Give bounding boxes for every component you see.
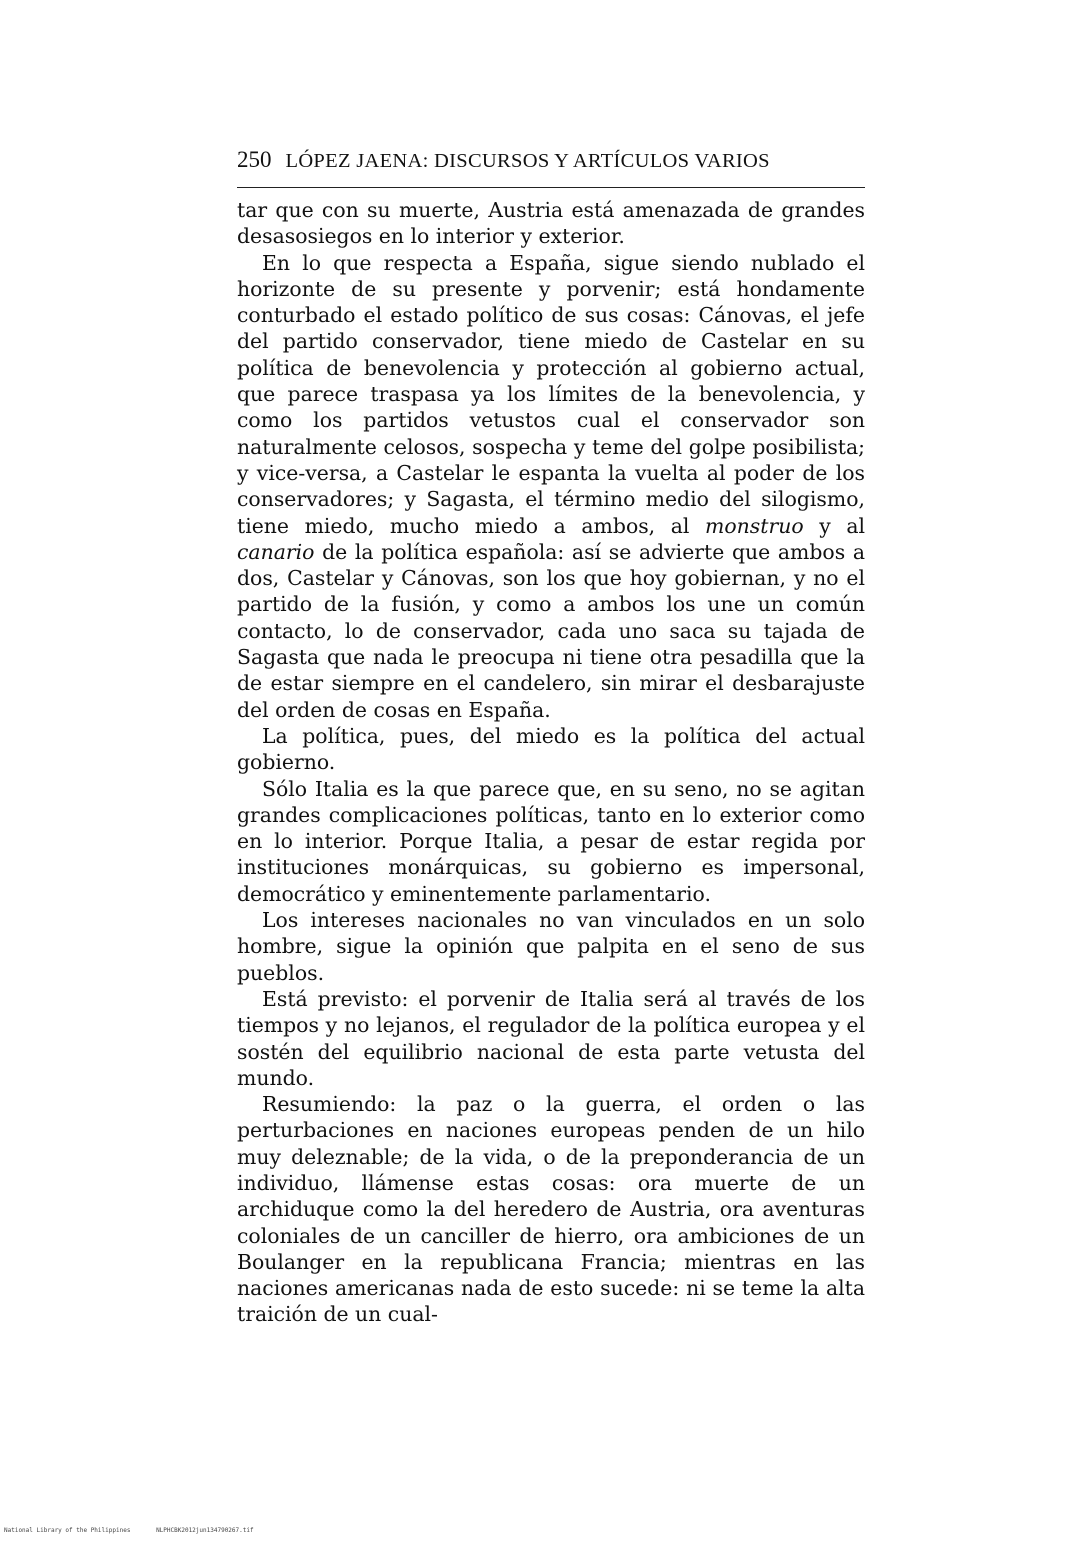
paragraph-6: Está previsto: el porvenir de Italia será al través de los tiempos y no lejanos, el regulador de la política europea y el sostén del equilibrio nacional de esta parte vetusta del mundo.: [237, 986, 865, 1090]
footer-file-id: NLPHCBK2012jun134790267.tif: [156, 1527, 254, 1534]
body-text: [237, 197, 865, 1328]
paragraph-2-mid: y al: [819, 513, 866, 538]
footer-library: National Library of the Philippines: [4, 1527, 131, 1534]
italic-canario: canario: [237, 539, 315, 564]
paragraph-5: Los intereses nacionales no van vinculados en un solo hombre, sigue la opinión que palpita en el seno de sus pueblos.: [237, 908, 865, 985]
paragraph-4: Sólo Italia es la que parece que, en su seno, no se agitan grandes complicaciones políticas, tanto en lo exterior como en lo interior. Porque Italia, a pesar de estar regida por instituciones monárquicas, su gobierno es impersonal, democrático y eminentemente parlamentario.: [237, 776, 865, 906]
paragraph-3: La política, pues, del miedo es la política del actual gobierno.: [237, 723, 865, 775]
header-rule: [237, 187, 865, 188]
paragraph-2: [237, 250, 865, 723]
paragraph-2-text: En lo que respecta a España, sigue siendo nublado el horizonte de su presente y porvenir; está hondamente conturbado el estado político de sus cosas: Cánovas, el jefe del partido conservador, tiene miedo de Castelar en su política de benevolencia y protección al gobierno actual, que parece traspasa ya los límites de la benevolencia, y como los partidos vetustos cual el conservador son naturalmente celosos, sospecha y teme del golpe posibilista; y vice-versa, a Castelar le espanta la vuelta al poder de los conservadores; y Sagasta, el término medio del silogismo, tiene miedo, mucho miedo a ambos, al: [237, 250, 865, 538]
paragraph-2-rest: de la política española: así se advierte que ambos a dos, Castelar y Cánovas, son los que hoy gobiernan, y no el partido de la fusión, y como a ambos los une un común contacto, lo de conservador, cada uno saca su tajada de Sagasta que nada le preocupa ni tiene otra pesadilla que la de estar siempre en el candelero, sin mirar el desbarajuste del orden de cosas en España.: [237, 539, 865, 722]
page-header: [237, 147, 865, 181]
paragraph-7: Resumiendo: la paz o la guerra, el orden o las perturbaciones en naciones europeas penden de un hilo muy deleznable; de la vida, o de la preponderancia de un individuo, llámense estas cosas: ora muerte de un archiduque como la del heredero de Austria, ora aventuras coloniales de un canciller de hierro, ora ambiciones de un Boulanger en la republicana Francia; mientras en las naciones americanas nada de esto sucede: ni se teme la alta traición de un cual-: [237, 1092, 865, 1327]
running-head: LÓPEZ JAENA: DISCURSOS Y ARTÍCULOS VARIOS: [285, 150, 770, 172]
paragraph-1: tar que con su muerte, Austria está amenazada de grandes desasosiegos en lo interior y exterior.: [237, 198, 865, 249]
scan-footer: [4, 1527, 276, 1534]
italic-monstruo: monstruo: [705, 513, 804, 538]
page-number: 250: [237, 147, 272, 172]
